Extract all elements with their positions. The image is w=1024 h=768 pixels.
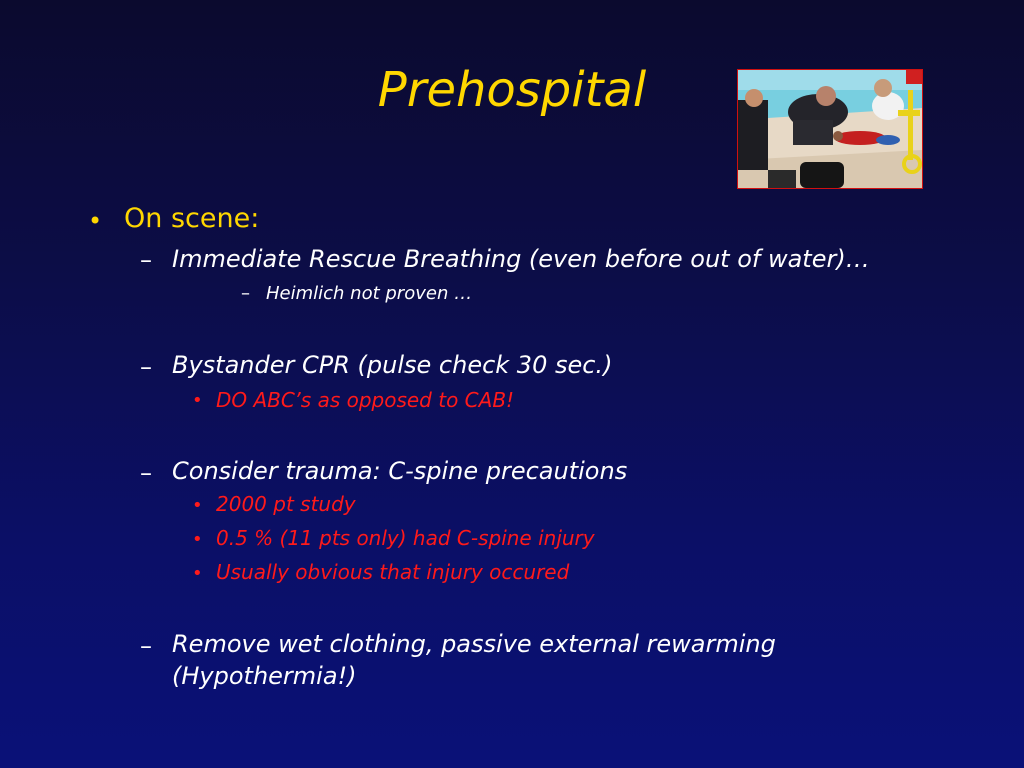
- rescue-photo-illustration: [738, 70, 922, 188]
- subitem-heimlich: Heimlich not proven …: [266, 283, 473, 304]
- slide-title: Prehospital: [377, 62, 647, 118]
- dash-icon: –: [241, 283, 250, 304]
- subitem-do-abc: DO ABC’s as opposed to CAB!: [216, 388, 515, 412]
- subitem-hypothermia: (Hypothermia!): [172, 662, 357, 690]
- subitem-2000-pt-study: 2000 pt study: [216, 492, 356, 516]
- dash-icon: –: [140, 353, 152, 381]
- subitem-bystander-cpr: Bystander CPR (pulse check 30 sec.): [172, 351, 613, 379]
- subitem-rescue-breathing: Immediate Rescue Breathing (even before out of water)…: [172, 245, 870, 273]
- dash-icon: –: [140, 632, 152, 660]
- bullet-icon: •: [192, 390, 203, 411]
- subitem-c-spine-injury: 0.5 % (11 pts only) had C-spine injury: [216, 526, 595, 550]
- bullet-icon: •: [192, 563, 203, 584]
- subitem-obvious-injury: Usually obvious that injury occured: [216, 560, 570, 584]
- subitem-consider-trauma: Consider trauma: C-spine precautions: [172, 457, 628, 485]
- subitem-remove-wet-clothing: Remove wet clothing, passive external rewarming: [172, 630, 776, 658]
- bullet-icon: •: [192, 495, 203, 516]
- dash-icon: –: [140, 459, 152, 487]
- bullet-icon: •: [192, 529, 203, 550]
- bullet-on-scene: On scene:: [124, 203, 260, 234]
- bullet-icon: •: [88, 207, 103, 235]
- rescue-photo: [737, 69, 923, 189]
- dash-icon: –: [140, 246, 152, 274]
